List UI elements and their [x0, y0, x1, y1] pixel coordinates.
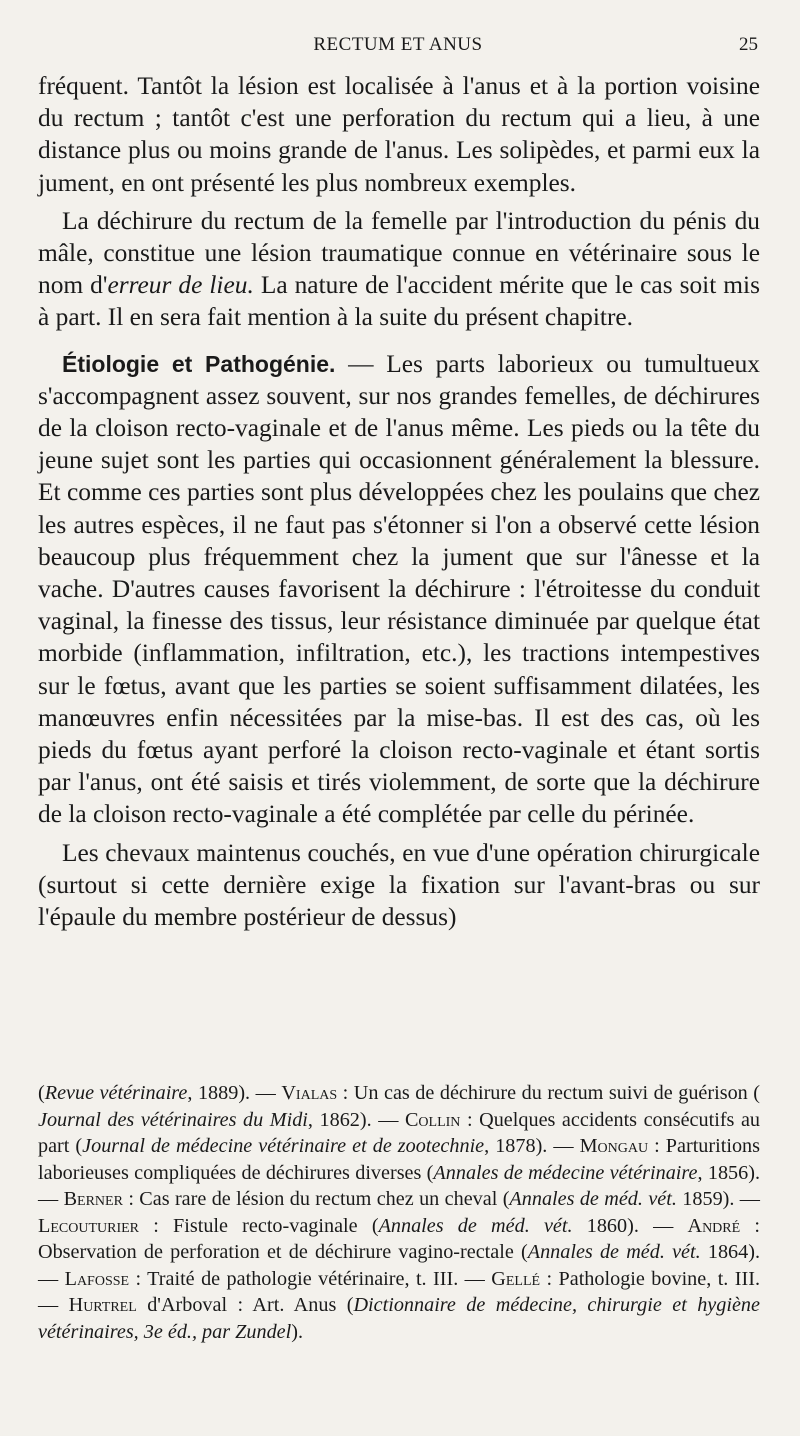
- fn-seg-7: , 1862). —: [307, 1108, 405, 1131]
- fn-author-andre: André: [687, 1214, 741, 1237]
- paragraph-2-italic: erreur de lieu.: [107, 271, 254, 300]
- fn-seg-15: , 1856). —: [38, 1161, 760, 1210]
- paragraph-3: [38, 348, 760, 831]
- fn-seg-33: d'Arboval : Art. Anus (: [136, 1294, 354, 1316]
- fn-seg-18: Annales de méd. vét.: [509, 1188, 677, 1210]
- fn-seg-25: : Observation de perforation et de déchirure vagino-rectale (: [38, 1214, 760, 1263]
- fn-seg-22: Annales de méd. vét.: [378, 1214, 573, 1237]
- fn-seg-21: : Fistule recto-vaginale (: [139, 1214, 379, 1237]
- fn-author-berner: Berner: [63, 1188, 123, 1210]
- fn-author-lecouturier: Lecouturier: [38, 1214, 139, 1237]
- section-dash: —: [335, 349, 387, 378]
- fn-seg-1: (: [38, 1082, 45, 1104]
- fn-seg-13: : Parturitions laborieuses compliquées de déchirures diverses (: [38, 1135, 760, 1184]
- fn-seg-14: Annales de médecine vétérinaire: [433, 1161, 698, 1184]
- fn-seg-11: , 1878). —: [484, 1135, 580, 1157]
- fn-author-gelle: Gellé: [491, 1267, 541, 1290]
- fn-author-vialas: Vialas: [281, 1082, 338, 1104]
- fn-seg-2: Revue vétérinaire: [44, 1082, 188, 1104]
- paragraph-3-text: Les parts laborieux ou tumultueux s'accompagnent assez souvent, sur nos grandes femelles, de déchirures de la cloison recto-vaginale et de l'anus même. Les pieds ou la tête du jeune sujet sont les parties qui occasionnent généralement la blessure. Et comme ces parties sont plus développées chez les poulains que chez les autres espèces, il ne faut pas s'étonner si l'on a observé cette lésion beaucoup plus fréquemment chez la jument que sur l'ânesse et la vache. D'autres causes favorisent la déchirure : l'étroitesse du conduit vaginal, la finesse des tissus, leur résistance diminuée par quelque état morbide (inflammation, infiltration, etc.), les tractions intempestives sur le fœtus, avant que les parties se soient suffisamment dilatées, les manœuvres enfin nécessitées par la mise-bas. Il est des cas, où les pieds du fœtus ayant perforé la cloison recto-vaginale et étant sortis par l'anus, ont été saisis et tirés violemment, de sorte que la déchirure de la cloison recto-vaginale a été complétée par celle du périnée.: [38, 349, 761, 829]
- fn-author-hurtrel: Hurtrel: [68, 1294, 137, 1316]
- paragraph-4: Les chevaux maintenus couchés, en vue d'une opération chirurgicale (surtout si cette dernière exige la fixation sur l'avant-bras ou sur l'épaule du membre postérieur de dessus): [38, 838, 760, 932]
- footnote-text: [38, 1080, 760, 1345]
- running-title: RECTUM ET ANUS: [313, 34, 483, 55]
- paragraph-2-end: La nature de l'accident mérite que le cas soit mis à part. Il en sera fait mention à la suite du présent chapitre.: [38, 271, 760, 332]
- paragraph-2: [38, 205, 760, 334]
- body-text: [38, 70, 760, 933]
- fn-seg-5: : Un cas de déchirure du rectum suivi de guérison (: [337, 1082, 761, 1104]
- fn-seg-9: : Quelques accidents consécutifs au part (: [38, 1108, 761, 1157]
- fn-seg-19: 1859). —: [676, 1188, 760, 1210]
- fn-seg-26: Annales de méd. vét.: [527, 1241, 701, 1263]
- fn-seg-31: : Pathologie bovine, t. III. —: [38, 1267, 760, 1316]
- page-number: 25: [739, 34, 758, 55]
- paragraph-1: fréquent. Tantôt la lésion est localisée à l'anus et à la portion voisine du rectum ; tantôt c'est une perforation du rectum qui a lieu, à une distance plus ou moins grande de l'anus. Les solipèdes, et parmi eux la jument, en ont présenté les plus nombreux exemples.: [38, 72, 760, 197]
- fn-author-mongau: Mongau: [579, 1135, 649, 1157]
- fn-author-collin: Collin: [404, 1108, 461, 1131]
- fn-seg-17: : Cas rare de lésion du rectum chez un cheval (: [122, 1188, 510, 1210]
- fn-seg-6: Journal des vétérinaires du Midi: [38, 1108, 308, 1131]
- fn-seg-34: Dictionnaire de médecine, chirurgie et hygiène vétérinaires, 3e éd., par Zundel: [38, 1294, 760, 1343]
- fn-seg-10: Journal de médecine vétérinaire et de zootechnie: [82, 1135, 485, 1157]
- paragraph-2-start: La déchirure du rectum de la femelle par l'introduction du pénis du mâle, constitue une lésion traumatique connue en vétérinaire sous le nom d': [38, 206, 760, 300]
- fn-author-lafosse: Lafosse: [64, 1267, 130, 1290]
- fn-seg-29: : Traité de pathologie vétérinaire, t. III. —: [129, 1267, 492, 1290]
- fn-seg-35: ).: [291, 1320, 304, 1343]
- fn-seg-3: , 1889). —: [187, 1082, 282, 1104]
- fn-seg-23: 1860). —: [572, 1214, 688, 1237]
- running-head: [38, 34, 758, 58]
- section-heading: Étiologie et Pathogénie.: [62, 350, 336, 377]
- fn-seg-27: 1864). —: [38, 1241, 760, 1290]
- footnotes: [38, 1080, 760, 1345]
